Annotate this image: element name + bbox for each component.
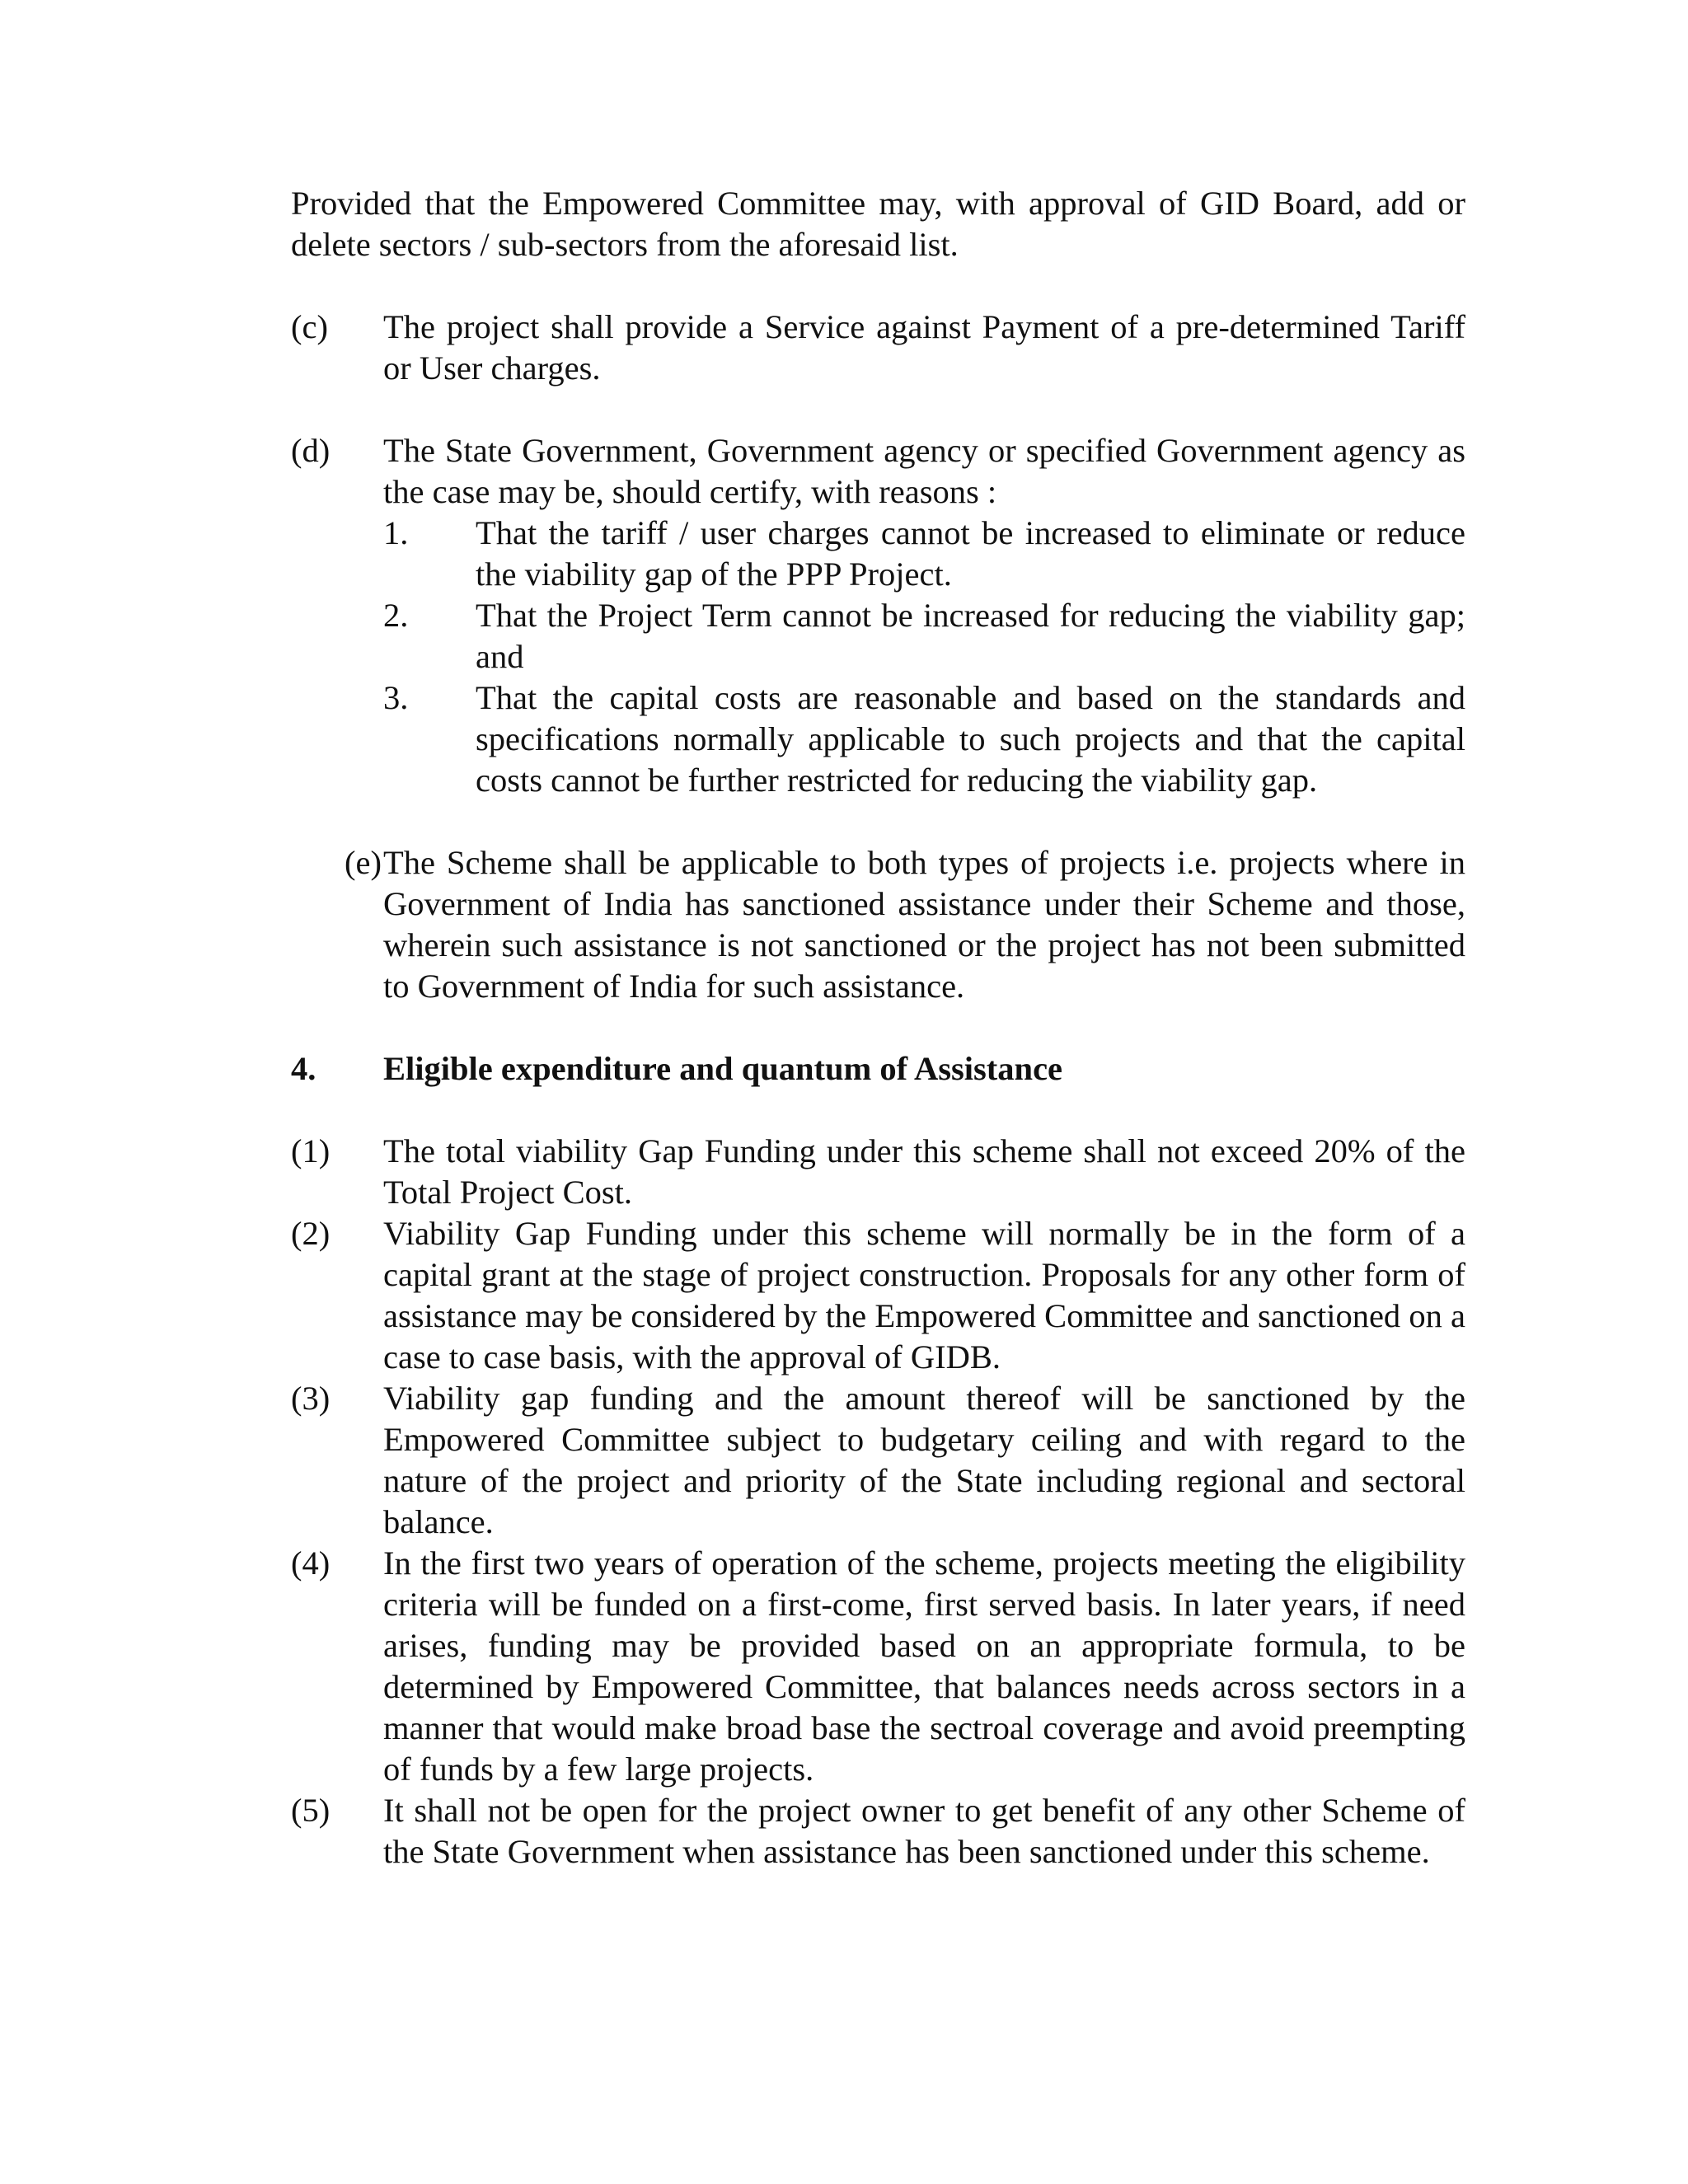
sub-item (383, 595, 1465, 677)
sub-item (383, 677, 1465, 801)
clause-label: (d) (291, 432, 331, 469)
section-number: 4. (291, 1050, 316, 1087)
intro-paragraph: Provided that the Empowered Committee may, with approval of GID Board, add or delete sectors / sub-sectors from the aforesaid list. (291, 185, 1465, 263)
clause-text: The State Government, Government agency or specified Government agency as the case may be, should certify, with reasons : (383, 432, 1465, 510)
item-text: In the first two years of operation of the scheme, projects meeting the eligibility criteria will be funded on a first-come, first served basis. In later years, if need arises, funding may be provided based on an appropriate formula, to be determined by Empowered Committee, that balances needs across sectors in a manner that would make broad base the sectroal coverage and avoid preempting of funds by a few large projects. (383, 1544, 1465, 1788)
document-page (291, 183, 1465, 1872)
sub-item-label: 1. (383, 514, 409, 551)
item-label: (1) (291, 1132, 331, 1169)
item-label: (3) (291, 1380, 331, 1417)
list-item (291, 1543, 1465, 1790)
list-item (291, 1213, 1465, 1378)
clause-d (291, 430, 1465, 801)
item-text: The total viability Gap Funding under this scheme shall not exceed 20% of the Total Project Cost. (383, 1132, 1465, 1211)
sub-item-text: That the tariff / user charges cannot be increased to eliminate or reduce the viability gap of the PPP Project. (476, 514, 1465, 593)
sub-item-label: 2. (383, 597, 409, 634)
list-item (291, 1790, 1465, 1872)
clause-c (291, 307, 1465, 389)
section-heading (291, 1048, 1465, 1090)
list-item (291, 1378, 1465, 1543)
item-label: (2) (291, 1215, 331, 1252)
clause-label: (c) (291, 308, 328, 345)
clause-e (291, 842, 1465, 1007)
clause-label: (e) (345, 844, 382, 881)
sub-item (383, 513, 1465, 595)
sub-item-label: 3. (383, 679, 409, 716)
section-title: Eligible expenditure and quantum of Assistance (383, 1050, 1063, 1087)
item-text: Viability Gap Funding under this scheme will normally be in the form of a capital grant at the stage of project construction. Proposals for any other form of assistance may be considered by the Empowered Committee and sanctioned on a case to case basis, with the approval of GIDB. (383, 1215, 1465, 1376)
clause-text: The Scheme shall be applicable to both types of projects i.e. projects where in Government of India has sanctioned assistance under their Scheme and those, wherein such assistance is not sanctioned or the project has not been submitted to Government of India for such assistance. (383, 844, 1465, 1005)
sub-item-text: That the Project Term cannot be increased for reducing the viability gap; and (476, 597, 1465, 675)
item-text: Viability gap funding and the amount thereof will be sanctioned by the Empowered Committee subject to budgetary ceiling and with regard to the nature of the project and priority of the State including regional and sectoral balance. (383, 1380, 1465, 1540)
sub-item-text: That the capital costs are reasonable and based on the standards and specifications normally applicable to such projects and that the capital costs cannot be further restricted for reducing the viability gap. (476, 679, 1465, 799)
item-text: It shall not be open for the project owner to get benefit of any other Scheme of the State Government when assistance has been sanctioned under this scheme. (383, 1792, 1465, 1870)
item-label: (4) (291, 1544, 331, 1582)
item-label: (5) (291, 1792, 331, 1829)
clause-text: The project shall provide a Service against Payment of a pre-determined Tariff or User charges. (383, 308, 1465, 387)
list-item (291, 1131, 1465, 1213)
